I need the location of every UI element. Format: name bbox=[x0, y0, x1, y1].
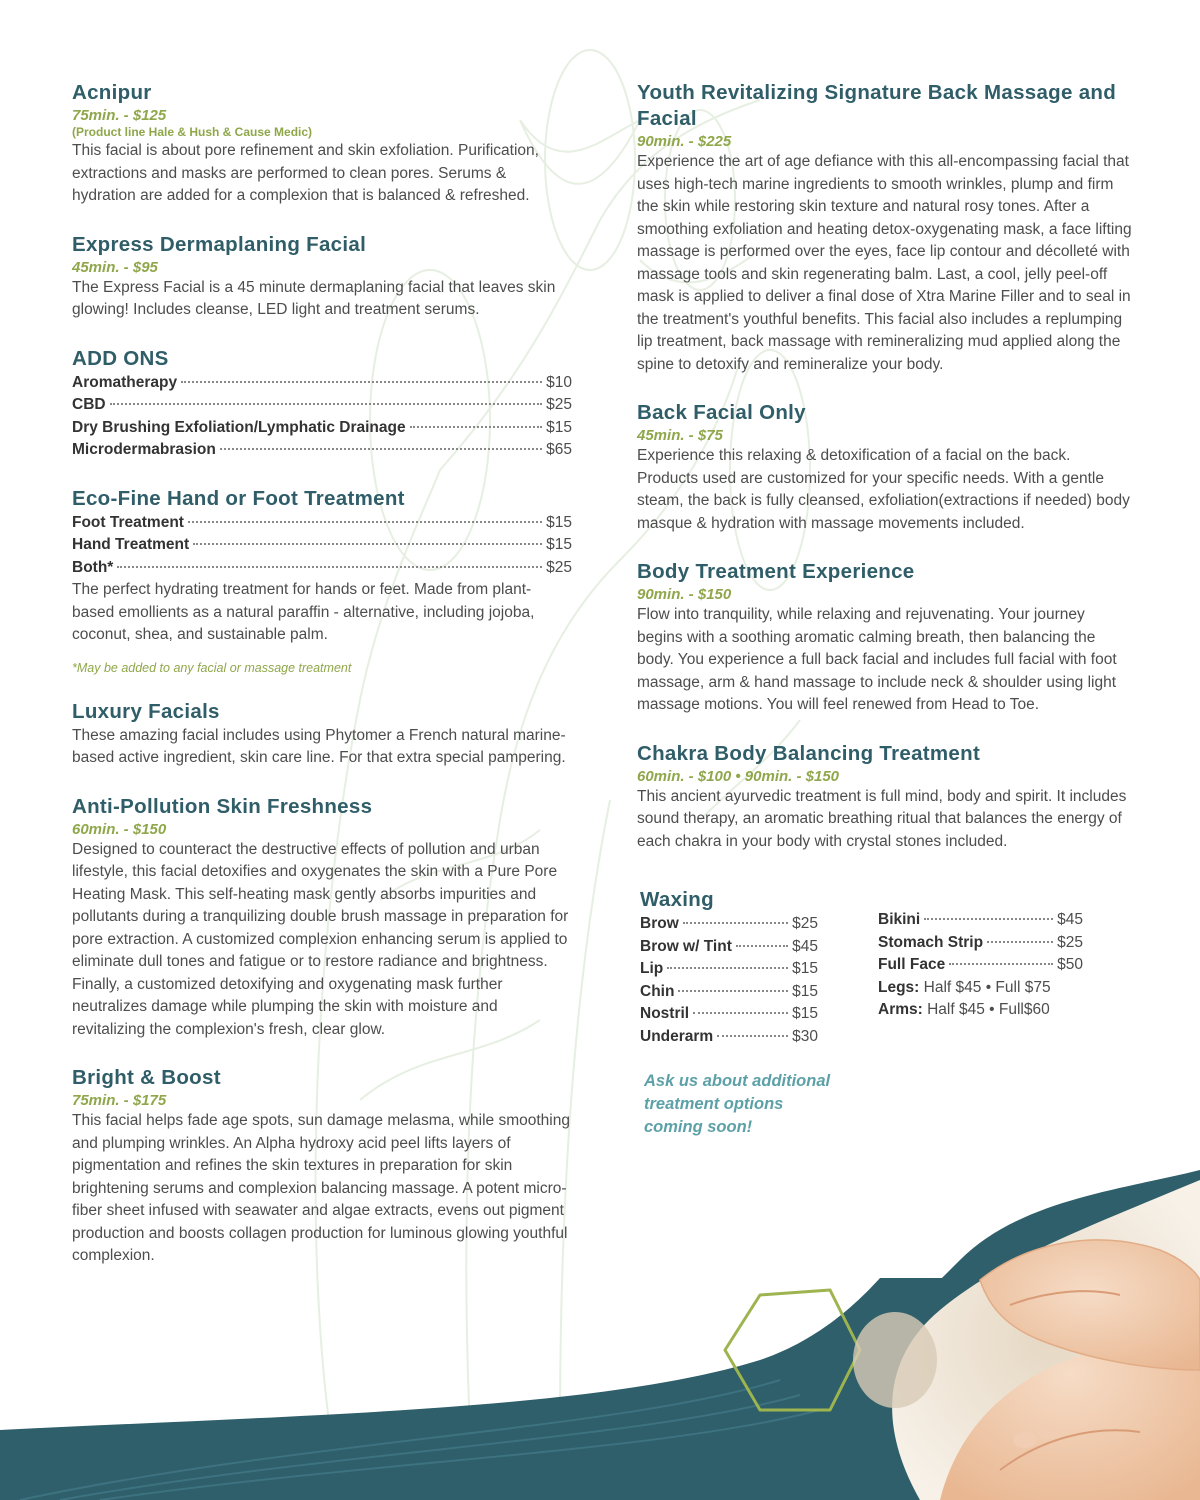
item-label: Underarm bbox=[640, 1027, 714, 1045]
footnote: *May be added to any facial or massage treatment bbox=[72, 660, 352, 675]
item-price: $65 bbox=[546, 441, 572, 458]
item-price: $30 bbox=[792, 1027, 818, 1045]
add-ons-list bbox=[72, 372, 572, 462]
section-title: Acnipur bbox=[72, 81, 152, 104]
dot-leader bbox=[220, 448, 542, 450]
section-title: Youth Revitalizing Signature Back Massage and Facial bbox=[637, 81, 1117, 130]
dot-leader bbox=[987, 941, 1053, 943]
item-price: $15 bbox=[546, 513, 572, 531]
item-price: Half $45 • Full $75 bbox=[923, 978, 1051, 996]
item-price: $10 bbox=[546, 373, 572, 391]
list-item bbox=[72, 439, 572, 462]
list-item bbox=[72, 394, 572, 417]
item-price: $15 bbox=[546, 536, 572, 553]
eco-fine-section bbox=[72, 486, 572, 675]
callout-line: coming soon! bbox=[644, 1118, 753, 1136]
item-price: $25 bbox=[546, 558, 572, 576]
dot-leader bbox=[193, 543, 542, 545]
dot-leader bbox=[949, 963, 1053, 965]
section-title: Luxury Facials bbox=[72, 699, 220, 723]
list-item bbox=[72, 372, 572, 395]
arms-pricing bbox=[878, 999, 1083, 1022]
section-description: The Express Facial is a 45 minute dermaplaning facial that leaves skin glowing! Includes cleanse, LED light and treatment serums. bbox=[72, 278, 556, 318]
section-title: Express Dermaplaning Facial bbox=[72, 232, 367, 256]
waxing-list-1 bbox=[640, 913, 818, 1048]
dot-leader bbox=[924, 918, 1053, 920]
item-price: $15 bbox=[792, 1005, 818, 1022]
callout-line: Ask us about additional bbox=[644, 1072, 831, 1090]
price-line: 60min. - $150 bbox=[72, 820, 167, 838]
youth-revitalizing-section bbox=[637, 80, 1132, 376]
callout-line: treatment options bbox=[644, 1095, 784, 1113]
list-item bbox=[878, 954, 1083, 977]
section-description: These amazing facial includes using Phytomer a French natural marine-based active ingredient, skin care line. For that extra special pampering. bbox=[72, 726, 566, 766]
item-price: $45 bbox=[792, 937, 818, 955]
section-description: This ancient ayurvedic treatment is full mind, body and spirit. It includes sound therapy, an aromatic breathing ritual that balances the energy of each chakra in your body with crystal stones included. bbox=[637, 787, 1127, 850]
section-title: Body Treatment Experience bbox=[637, 560, 915, 583]
price-line: 75min. - $125 bbox=[72, 107, 167, 124]
item-price: $15 bbox=[546, 418, 572, 436]
price-line: 90min. - $225 bbox=[637, 133, 732, 150]
list-item bbox=[72, 512, 572, 535]
dot-leader bbox=[110, 403, 543, 405]
dot-leader bbox=[667, 967, 788, 969]
dot-leader bbox=[736, 945, 788, 947]
waxing-section bbox=[640, 887, 1132, 1139]
section-description: This facial helps fade age spots, sun damage melasma, while smoothing and plumping wrinkles. An Alpha hydroxy acid peel lifts layers of pigmentation and refines the skin textures in preparation for skin brightening serums and complexion balancing massage. A potent micro-fiber sheet infused with seawater and algae extracts, evens out pigment production and boosts collagen production for luminous glowing youthful complexion. bbox=[72, 1112, 570, 1264]
item-label: Nostril bbox=[640, 1005, 690, 1022]
price-line: 75min. - $175 bbox=[72, 1092, 167, 1109]
item-label: Full Face bbox=[878, 956, 946, 973]
dot-leader bbox=[181, 381, 542, 383]
item-price: $25 bbox=[546, 396, 572, 413]
item-label: Bikini bbox=[878, 911, 921, 928]
luxury-facials-section bbox=[72, 699, 572, 770]
express-dermaplaning-section bbox=[72, 232, 572, 322]
left-column bbox=[72, 80, 572, 1292]
item-label: Both* bbox=[72, 558, 114, 576]
section-title: Chakra Body Balancing Treatment bbox=[637, 741, 981, 765]
body-treatment-section bbox=[637, 559, 1132, 717]
list-item bbox=[878, 932, 1083, 955]
list-item bbox=[72, 534, 572, 557]
item-label: Stomach Strip bbox=[878, 933, 984, 951]
item-label: Lip bbox=[640, 960, 664, 977]
price-line: 60min. - $100 • 90min. - $150 bbox=[637, 767, 840, 785]
section-title: Bright & Boost bbox=[72, 1066, 221, 1089]
dot-leader bbox=[678, 990, 788, 992]
item-label: Microdermabrasion bbox=[72, 441, 216, 458]
anti-pollution-section bbox=[72, 794, 572, 1042]
price-line: 90min. - $150 bbox=[637, 586, 732, 603]
item-label: CBD bbox=[72, 396, 106, 413]
dot-leader bbox=[683, 922, 788, 924]
section-description: Experience this relaxing & detoxification of a facial on the back. Products used are customized for your specific needs. With a gentle steam, the back is fully cleansed, exfoliation(extractions if needed) body masque & hydration with massage movements included. bbox=[637, 447, 1130, 532]
item-price: $25 bbox=[1057, 933, 1083, 951]
section-description: Designed to counteract the destructive effects of pollution and urban lifestyle, this facial detoxifies and oxygenates the skin with a Pure Pore Heating Mask. This self-heating mask gently absorbs impurities and pollutants during a tranquilizing double brush massage in preparation for pore extraction. A customized complexion enhancing serum is applied to eliminate dull tones and fatigue or to restore radiance and brightness. Finally, a customized detoxifying and oxygenating mask further neutralizes damage while plumping the skin with moisture and revitalizing the complexion's fresh, clear glow. bbox=[72, 840, 569, 1038]
section-title: Back Facial Only bbox=[637, 401, 806, 424]
item-label: Hand Treatment bbox=[72, 536, 190, 553]
item-price: $45 bbox=[1057, 911, 1083, 928]
item-label: Chin bbox=[640, 982, 675, 1000]
list-item bbox=[640, 936, 818, 959]
dot-leader bbox=[117, 566, 542, 568]
section-description: The perfect hydrating treatment for hands or feet. Made from plant-based emollients as a natural paraffin - alternative, including jojoba, coconut, shea, and sustainable palm. bbox=[72, 581, 535, 643]
list-item bbox=[640, 981, 818, 1004]
item-label: Arms: bbox=[878, 1001, 923, 1018]
item-price: $50 bbox=[1057, 956, 1083, 973]
dot-leader bbox=[693, 1012, 788, 1014]
eco-fine-list bbox=[72, 512, 572, 580]
section-description: Experience the art of age defiance with this all-encompassing facial that uses high-tech marine ingredients to smooth wrinkles, plump and firm the skin while restoring skin texture and natural rosy tones. After a smoothing exfoliation and heating detox-oxygenating mask, a face lifting massage is performed over the eyes, face lip contour and décolleté with massage tools and skin regenerating balm. Last, a cool, jelly peel-off mask is applied to deliver a final dose of Xtra Marine Filler and to seal in the treatment's youthful benefits. This facial also includes a replumping lip treatment, back massage with remineralizing mud applied along the spine to detoxify and remineralize your body. bbox=[637, 153, 1132, 373]
chakra-section bbox=[637, 741, 1132, 854]
section-description: This facial is about pore refinement and skin exfoliation. Purification, extractions and masks are performed to clean pores. Serums & hydration are added for a complexion that is balanced & refreshed. bbox=[72, 142, 539, 204]
item-label: Aromatherapy bbox=[72, 373, 178, 391]
list-item bbox=[72, 557, 572, 580]
legs-pricing bbox=[878, 977, 1083, 1000]
dot-leader bbox=[717, 1035, 788, 1037]
list-item bbox=[640, 1003, 818, 1026]
section-title: Eco-Fine Hand or Foot Treatment bbox=[72, 486, 405, 510]
add-ons-section bbox=[72, 346, 572, 462]
price-line: 45min. - $95 bbox=[72, 258, 158, 276]
bright-boost-section bbox=[72, 1065, 572, 1268]
waxing-price-columns bbox=[640, 913, 1132, 1048]
item-price: $15 bbox=[792, 960, 818, 977]
item-label: Dry Brushing Exfoliation/Lymphatic Drainage bbox=[72, 418, 406, 436]
list-item bbox=[640, 1026, 818, 1049]
list-item bbox=[640, 913, 818, 936]
section-title: ADD ONS bbox=[72, 346, 169, 370]
item-label: Foot Treatment bbox=[72, 513, 184, 531]
item-label: Brow w/ Tint bbox=[640, 937, 732, 955]
dot-leader bbox=[188, 521, 542, 523]
section-title: Anti-Pollution Skin Freshness bbox=[72, 794, 373, 818]
waxing-list-2 bbox=[878, 909, 1083, 1048]
acnipur-section bbox=[72, 80, 572, 208]
spa-foot-massage-photo bbox=[820, 1170, 1200, 1500]
item-price: $15 bbox=[792, 982, 818, 1000]
product-note: (Product line Hale & Hush & Cause Medic) bbox=[72, 125, 313, 139]
section-description: Flow into tranquility, while relaxing and rejuvenating. Your journey begins with a soothing aromatic calming breath, then balancing the body. You experience a full back facial and includes full facial with foot massage, arm & hand massage to include neck & shoulder using light massage motions. You will feel renewed from Head to Toe. bbox=[637, 606, 1117, 713]
right-column bbox=[637, 80, 1132, 1139]
price-line: 45min. - $75 bbox=[637, 427, 723, 444]
list-item bbox=[72, 417, 572, 440]
item-label: Brow bbox=[640, 915, 679, 932]
back-facial-section bbox=[637, 400, 1132, 535]
list-item bbox=[640, 958, 818, 981]
section-title: Waxing bbox=[640, 888, 714, 911]
coming-soon-callout bbox=[644, 1070, 1132, 1139]
list-item bbox=[878, 909, 1083, 932]
item-price: Half $45 • Full$60 bbox=[927, 1001, 1050, 1018]
dot-leader bbox=[410, 426, 543, 428]
item-price: $25 bbox=[792, 915, 818, 932]
item-label: Legs: bbox=[878, 978, 920, 996]
